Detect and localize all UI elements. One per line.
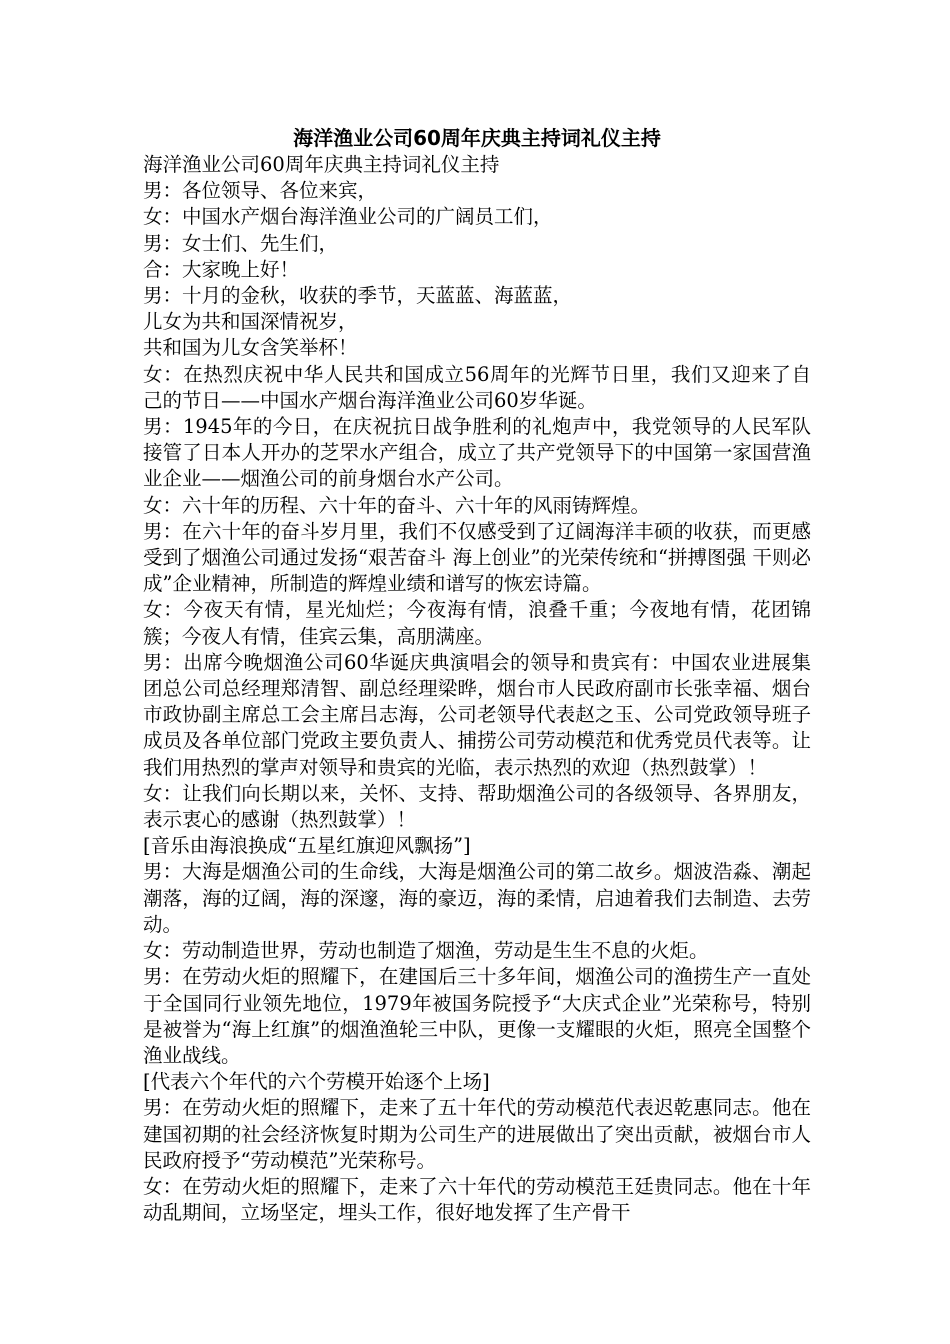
paragraph: 儿女为共和国深情祝岁， xyxy=(143,310,358,334)
stage-direction: [音乐由海浪换成“五星红旗迎风飘扬”] xyxy=(143,834,471,858)
paragraph: 男：大海是烟渔公司的生命线，大海是烟渔公司的第二故乡。烟波浩淼、潮起潮落，海的辽阔，海的深邃，海的豪迈，海的柔情，启迪着我们去制造、去劳动。 xyxy=(143,860,811,936)
paragraph: 男：出席今晚烟渔公司60华诞庆典演唱会的领导和贵宾有：中国农业进展集团总公司总经理郑清智、副总经理梁晔，烟台市人民政府副市长张幸福、烟台市政协副主席总工会主席吕志海，公司老领导代表赵之玉、公司党政领导班子成员及各单位部门党政主要负责人、捕捞公司劳动模范和优秀党员代表等。让我们用热烈的掌声对领导和贵宾的光临，表示热烈的欢迎（热烈鼓掌）！ xyxy=(143,650,811,779)
paragraph: 共和国为儿女含笑举杯！ xyxy=(143,336,358,360)
paragraph: 女：让我们向长期以来，关怀、支持、帮助烟渔公司的各级领导、各界朋友，表示衷心的感谢（热烈鼓掌）！ xyxy=(143,781,811,832)
paragraph: 男：1945年的今日，在庆祝抗日战争胜利的礼炮声中，我党领导的人民军队接管了日本人开办的芝罘水产组合，成立了共产党领导下的中国第一家国营渔业企业——烟渔公司的前身烟台水产公司。 xyxy=(143,415,811,491)
paragraph: 男：在劳动火炬的照耀下，在建国后三十多年间，烟渔公司的渔捞生产一直处于全国同行业领先地位，1979年被国务院授予“大庆式企业”光荣称号，特别是被誉为“海上红旗”的烟渔渔轮三中队，更像一支耀眼的火炬，照亮全国整个渔业战线。 xyxy=(143,965,811,1067)
paragraph: 男：各位领导、各位来宾， xyxy=(143,179,378,203)
paragraph: 合：大家晚上好！ xyxy=(143,257,300,281)
paragraph: 女：中国水产烟台海洋渔业公司的广阔员工们， xyxy=(143,205,553,229)
paragraph: 男：在六十年的奋斗岁月里，我们不仅感受到了辽阔海洋丰硕的收获，而更感受到了烟渔公司通过发扬“艰苦奋斗 海上创业”的光荣传统和“拼搏图强 干则必成”企业精神，所制造的辉煌业绩和谱写的恢宏诗篇。 xyxy=(143,519,811,596)
document-title: 海洋渔业公司60周年庆典主持词礼仪主持 xyxy=(293,126,661,150)
paragraph: 女：在劳动火炬的照耀下，走来了六十年代的劳动模范王廷贵同志。他在十年动乱期间，立场坚定，埋头工作，很好地发挥了生产骨干 xyxy=(143,1174,811,1225)
paragraph: 男：十月的金秋，收获的季节，天蓝蓝、海蓝蓝， xyxy=(143,284,573,308)
stage-direction: [代表六个年代的六个劳模开始逐个上场] xyxy=(143,1070,490,1094)
paragraph: 男：在劳动火炬的照耀下，走来了五十年代的劳动模范代表迟乾惠同志。他在建国初期的社会经济恢复时期为公司生产的进展做出了突出贡献，被烟台市人民政府授予“劳动模范”光荣称号。 xyxy=(143,1096,811,1172)
paragraph: 女：六十年的历程、六十年的奋斗、六十年的风雨铸辉煌。 xyxy=(143,493,651,517)
paragraph: 女：今夜天有情，星光灿烂；今夜海有情，浪叠千重；今夜地有情，花团锦簇；今夜人有情，佳宾云集，高朋满座。 xyxy=(143,598,811,648)
paragraph: 女：劳动制造世界，劳动也制造了烟渔，劳动是生生不息的火炬。 xyxy=(143,939,709,963)
document-page xyxy=(143,124,811,1226)
paragraph: 海洋渔业公司60周年庆典主持词礼仪主持 xyxy=(143,153,500,176)
paragraph: 女：在热烈庆祝中华人民共和国成立56周年的光辉节日里，我们又迎来了自己的节日——中国水产烟台海洋渔业公司60岁华诞。 xyxy=(143,362,811,412)
paragraph: 男：女士们、先生们， xyxy=(143,231,339,255)
document-body xyxy=(143,152,811,1226)
